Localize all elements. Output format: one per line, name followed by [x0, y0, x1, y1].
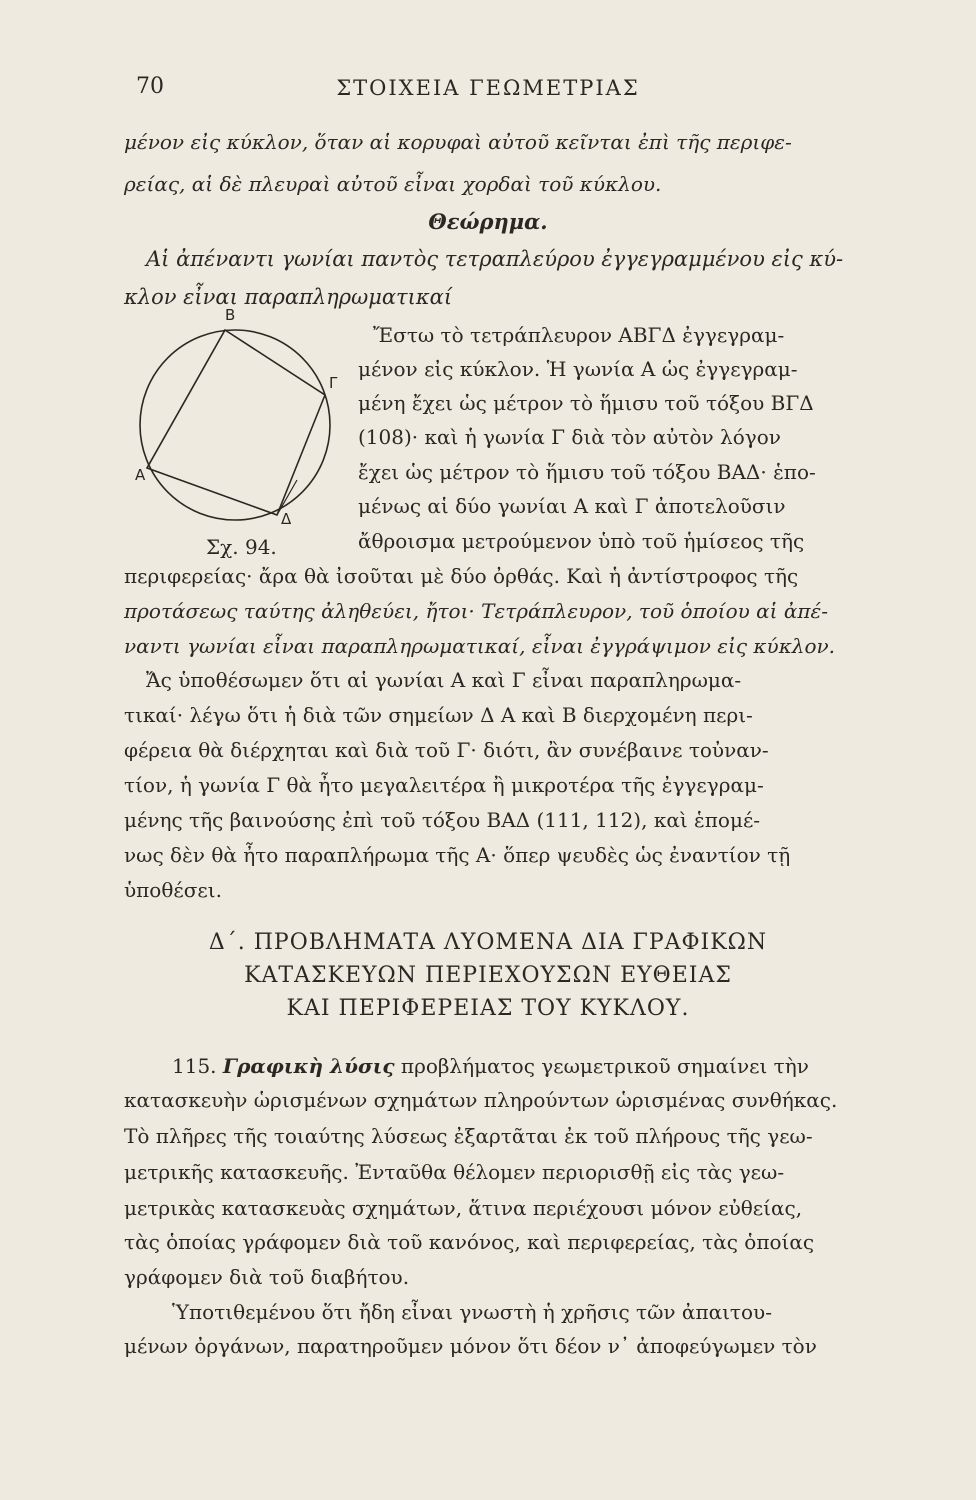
text-line: κατασκευὴν ὡρισμένων σχημάτων πληρούντων ὡρισμένας συνθήκας. [124, 1088, 838, 1112]
term: Γραφικὴ λύσις [222, 1054, 395, 1078]
text-line: (108)· καὶ ἡ γωνία Γ διὰ τὸν αὐτὸν λόγον [358, 425, 781, 449]
text-line: Τὸ πλῆρες τῆς τοιαύτης λύσεως ἐξαρτᾶται ἐκ τοῦ πλήρους τῆς γεω- [124, 1124, 813, 1148]
theorem-heading: Θεώρημα. [428, 209, 548, 234]
text-line: προτάσεως ταύτης ἀληθεύει, ἤτοι· Τετράπλευρον, τοῦ ὁποίου αἱ ἀπέ- [124, 599, 829, 623]
text-line: μένη ἔχει ὡς μέτρον τὸ ἥμισυ τοῦ τόξου ΒΓΔ [358, 391, 814, 415]
paragraph-number: 115. [172, 1054, 217, 1078]
section-heading-line: ΚΑΙ ΠΕΡΙΦΕΡΕΙΑΣ ΤΟΥ ΚΥΚΛΟΥ. [286, 996, 690, 1021]
figure-inscribed-quadrilateral [125, 306, 350, 550]
text-line: νως δὲν θὰ ἦτο παραπλήρωμα τῆς Α· ὅπερ ψευδὲς ὡς ἐναντίον τῇ [124, 843, 791, 867]
text-line: ἄθροισμα μετρούμενον ὑπὸ τοῦ ἡμίσεος τῆς [358, 529, 805, 553]
text-line: τικαί· λέγω ὅτι ἡ διὰ τῶν σημείων Δ Α καὶ Β διερχομένη περι- [124, 703, 753, 727]
text-line: Ἔστω τὸ τετράπλευρον ΑΒΓΔ ἐγγεγραμ- [373, 323, 785, 347]
figure-caption: Σχ. 94. [206, 535, 277, 559]
theorem-statement-line: Αἱ ἀπέναντι γωνίαι παντὸς τετραπλεύρου ἐγγεγραμμένου εἰς κύ- [146, 247, 844, 271]
text-line: τίον, ἡ γωνία Γ θὰ ἦτο μεγαλειτέρα ἢ μικροτέρα τῆς ἐγγεγραμ- [124, 773, 764, 797]
page-number: 70 [136, 74, 164, 99]
text-line: μετρικῆς κατασκευῆς. Ἐνταῦθα θέλομεν περιορισθῇ εἰς τὰς γεω- [124, 1160, 785, 1184]
running-title: ΣΤΟΙΧΕΙΑ ΓΕΩΜΕΤΡΙΑΣ [336, 76, 640, 100]
diagonal-line [147, 330, 225, 468]
paragraph-115-first-line [172, 1054, 809, 1078]
text-line: Ἄς ὑποθέσωμεν ὅτι αἱ γωνίαι Α καὶ Γ εἶναι παραπληρωμα- [146, 668, 742, 692]
section-heading-line: ΚΑΤΑΣΚΕΥΩΝ ΠΕΡΙΕΧΟΥΣΩΝ ΕΥΘΕΙΑΣ [244, 963, 732, 988]
text-line: μένον εἰς κύκλον, ὅταν αἱ κορυφαὶ αὐτοῦ κεῖνται ἐπὶ τῆς περιφε- [124, 130, 792, 154]
vertex-label-a: Α [135, 466, 146, 484]
vertex-label-b: Β [225, 306, 236, 324]
text-line: γράφομεν διὰ τοῦ διαβήτου. [124, 1265, 410, 1289]
text-line: ναντι γωνίαι εἶναι παραπληρωματικαί, εἶναι ἐγγράψιμον εἰς κύκλον. [124, 634, 836, 658]
text-line: μετρικὰς κατασκευὰς σχημάτων, ἅτινα περιέχουσι μόνον εὐθείας, [124, 1196, 803, 1220]
text-line: ὑποθέσει. [124, 878, 222, 902]
text-line: Ὑποτιθεμένου ὅτι ἤδη εἶναι γνωστὴ ἡ χρῆσις τῶν ἀπαιτου- [172, 1300, 772, 1324]
text-line: ἔχει ὡς μέτρον τὸ ἥμισυ τοῦ τόξου ΒΑΔ· ἑπο- [358, 460, 816, 484]
text-line: μένως αἱ δύο γωνίαι Α καὶ Γ ἀποτελοῦσιν [358, 494, 786, 518]
text-line: τὰς ὁποίας γράφομεν διὰ τοῦ κανόνος, καὶ περιφερείας, τὰς ὁποίας [124, 1230, 815, 1254]
figure-diagram [125, 310, 350, 550]
text-line: μένων ὀργάνων, παρατηροῦμεν μόνον ὅτι δέον ν᾿ ἀποφεύγωμεν τὸν [124, 1334, 817, 1358]
text-span: προβλήματος γεωμετρικοῦ σημαίνει τὴν [400, 1054, 809, 1078]
quadrilateral-shape [147, 330, 325, 515]
circle-shape [140, 330, 330, 520]
text-line: ρείας, αἱ δὲ πλευραὶ αὐτοῦ εἶναι χορδαὶ τοῦ κύκλου. [124, 172, 662, 196]
vertex-label-d: Δ [281, 510, 292, 528]
text-line: φέρεια θὰ διέρχηται καὶ διὰ τοῦ Γ· διότι, ἂν συνέβαινε τοὐναν- [124, 738, 769, 762]
text-line: μένον εἰς κύκλον. Ἡ γωνία Α ὡς ἐγγεγραμ- [358, 357, 798, 381]
text-line: περιφερείας· ἄρα θὰ ἰσοῦται μὲ δύο ὀρθάς. Καὶ ἡ ἀντίστροφος τῆς [124, 564, 799, 588]
section-heading-line: Δ΄. ΠΡΟΒΛΗΜΑΤΑ ΛΥΟΜΕΝΑ ΔΙΑ ΓΡΑΦΙΚΩΝ [208, 930, 768, 955]
vertex-label-g: Γ [329, 374, 338, 392]
text-line: μένης τῆς βαινούσης ἐπὶ τοῦ τόξου ΒΑΔ (111, 112), καὶ ἑπομέ- [124, 808, 761, 832]
theorem-statement-line: κλον εἶναι παραπληρωματικαί [124, 285, 453, 309]
